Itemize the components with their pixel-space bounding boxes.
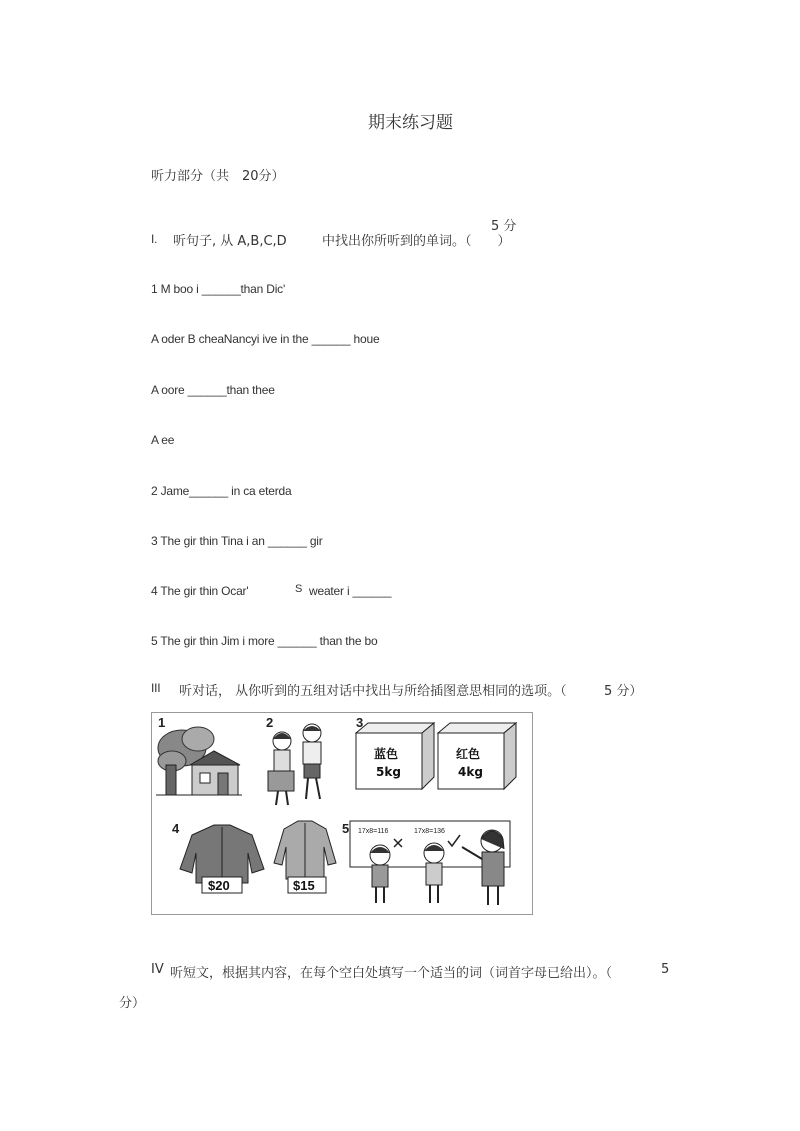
section4-score-unit: 分） bbox=[119, 996, 146, 1011]
house-tree-icon bbox=[156, 715, 242, 795]
children-with-basket-icon bbox=[266, 715, 321, 805]
price-right: $15 bbox=[293, 878, 315, 893]
equation-left: 17x8=116 bbox=[358, 828, 389, 835]
question-line: 5 The gir thin Jim i more ______ than the bo bbox=[151, 634, 378, 648]
section1-instruction-a: 听句子, 从 A,B,C,D bbox=[173, 234, 287, 249]
illustrations bbox=[152, 713, 532, 914]
classroom-icon bbox=[342, 821, 510, 905]
jackets-icon bbox=[172, 821, 336, 893]
section1-instruction-b: 中找出你所听到的单词。（ ） bbox=[322, 234, 511, 249]
section4-instruction: 听短文，根据其内容，在每个空白处填写一个适当的词（词首字母已给出）。（ bbox=[170, 966, 613, 981]
listening-header: 听力部分（共 20分） bbox=[151, 169, 285, 184]
boxes-icon bbox=[356, 715, 516, 789]
box-left-weight: 5kg bbox=[376, 765, 401, 779]
label-2: 2 bbox=[266, 715, 274, 730]
question-line: 3 The gir thin Tina i an ______ gir bbox=[151, 534, 323, 548]
question-line: A oore ______than thee bbox=[151, 383, 275, 397]
question-line: A ee bbox=[151, 433, 175, 447]
section1-number: I. bbox=[151, 232, 158, 246]
question-line-4a: 4 The gir thin Ocar' bbox=[151, 584, 249, 598]
section3-number: III bbox=[151, 681, 161, 695]
label-3: 3 bbox=[356, 715, 364, 730]
question-line: A oder B cheaNancyi ive in the ______ houe bbox=[151, 332, 380, 346]
section4-number: IV bbox=[151, 962, 164, 977]
section1-score: 5 分 bbox=[491, 219, 517, 234]
page-title: 期末练习题 bbox=[368, 113, 453, 133]
question-line-4s: S bbox=[295, 583, 303, 595]
box-right-color: 红色 bbox=[456, 747, 481, 761]
section3-score: 5 分） bbox=[604, 684, 643, 699]
label-4: 4 bbox=[172, 821, 180, 836]
question-line: 1 M boo i ______than Dic' bbox=[151, 282, 286, 296]
question-line-4b: weater i ______ bbox=[309, 584, 392, 598]
section3-instruction: 听对话， 从你听到的五组对话中找出与所给插图意思相同的选项。（ bbox=[179, 684, 567, 699]
equation-right: 17x8=136 bbox=[414, 828, 445, 835]
price-left: $20 bbox=[208, 878, 230, 893]
box-right-weight: 4kg bbox=[458, 765, 483, 779]
box-left-color: 蓝色 bbox=[374, 747, 399, 761]
label-1: 1 bbox=[158, 715, 166, 730]
section4-score-number: 5 bbox=[661, 962, 670, 977]
picture-panel bbox=[151, 712, 533, 915]
label-5: 5 bbox=[342, 821, 350, 836]
question-line: 2 Jame______ in ca eterda bbox=[151, 484, 292, 498]
